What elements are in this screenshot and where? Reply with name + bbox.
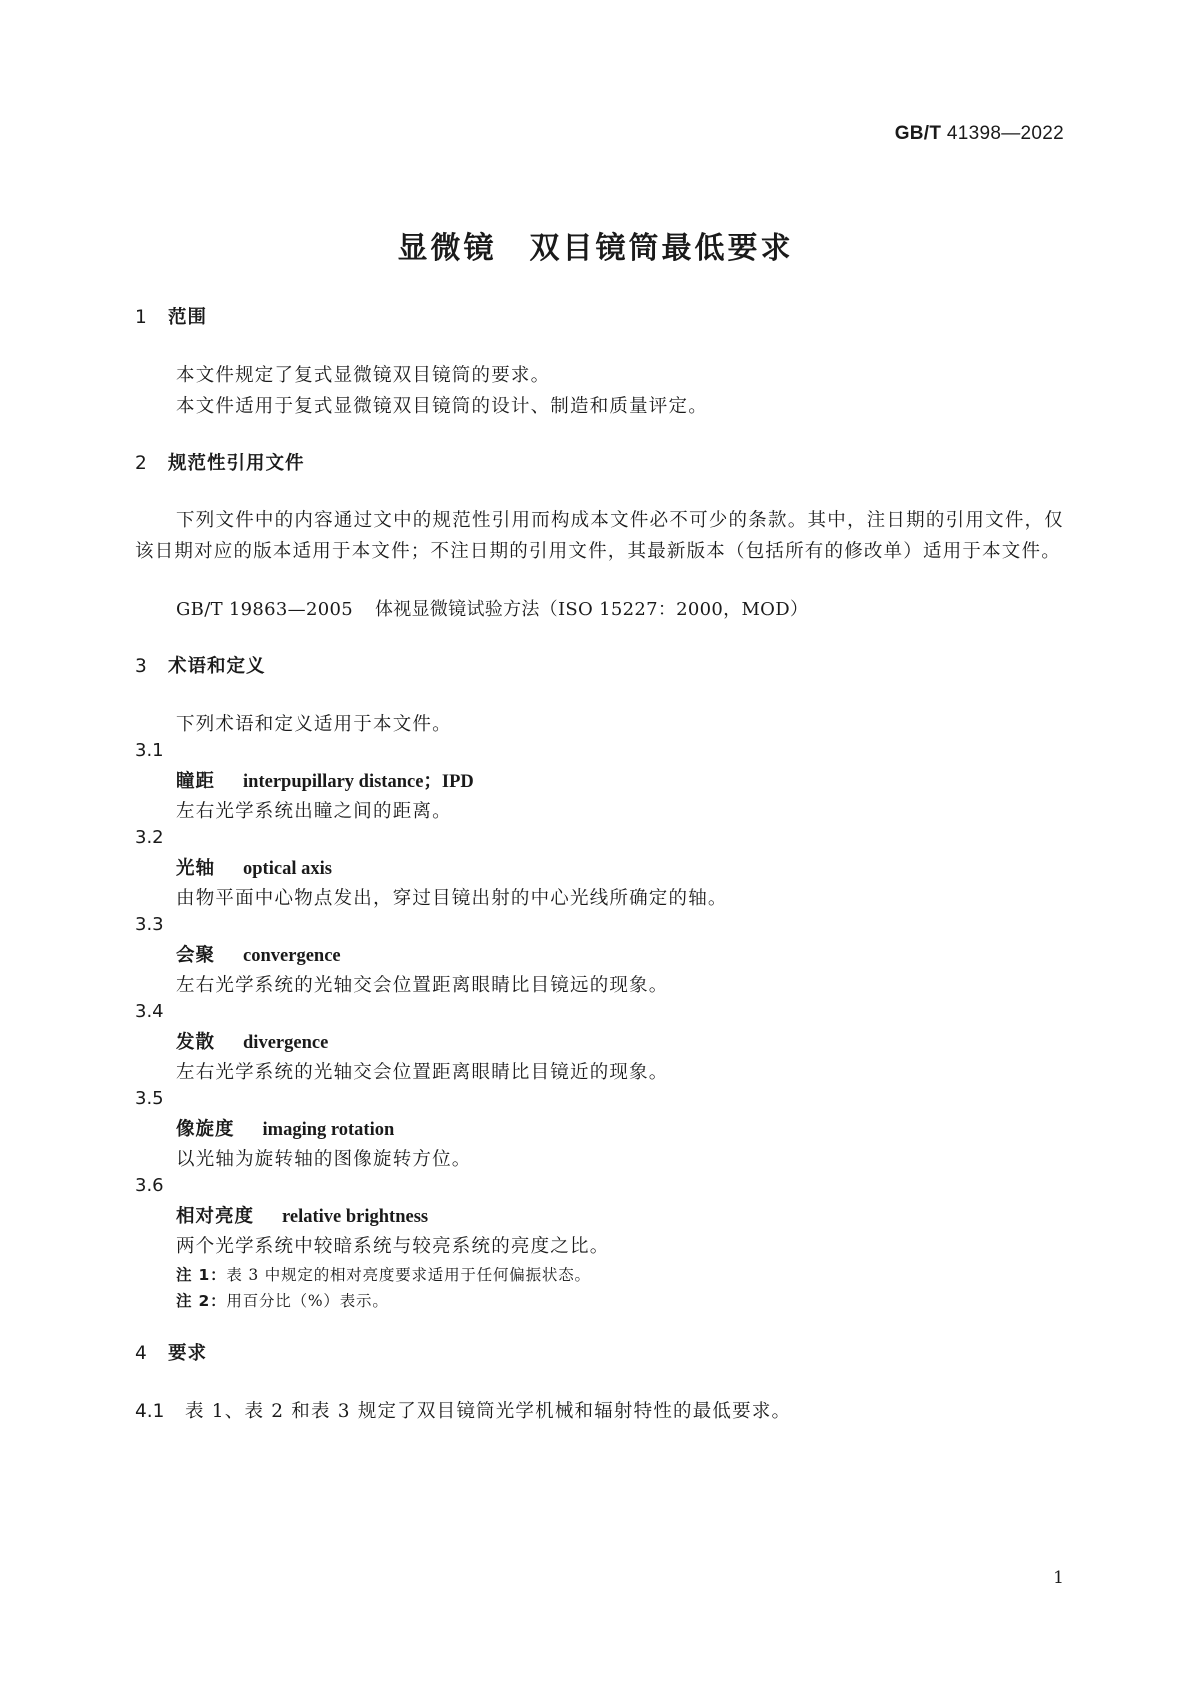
section-number: 1: [135, 307, 148, 328]
term-number: 3.2: [135, 827, 164, 848]
section-heading-normative-references: [135, 449, 305, 475]
term-zh: 像旋度: [176, 1119, 235, 1140]
term-en: relative brightness: [282, 1207, 429, 1227]
term-definition: 左右光学系统出瞳之间的距离。: [176, 801, 452, 822]
document-title: 显微镜 双目镜筒最低要求: [397, 231, 794, 266]
paragraph: 下列术语和定义适用于本文件。: [176, 714, 452, 735]
standard-code: [856, 123, 1064, 145]
term-heading: [176, 1202, 428, 1228]
section-number: 3: [135, 656, 148, 677]
term-heading: [176, 941, 341, 967]
term-heading: [176, 1028, 328, 1054]
note-text: 用百分比（%）表示。: [226, 1292, 389, 1310]
section-heading-terms: [135, 652, 266, 678]
term-definition: 左右光学系统的光轴交会位置距离眼睛比目镜远的现象。: [176, 975, 669, 996]
term-zh: 会聚: [176, 945, 216, 966]
reference-title: 体视显微镜试验方法（ISO 15227：2000，MOD）: [374, 599, 809, 620]
term-en: divergence: [243, 1033, 329, 1053]
note-label: 注 2：: [176, 1292, 227, 1310]
term-en: imaging rotation: [262, 1120, 395, 1140]
term-definition: 两个光学系统中较暗系统与较亮系统的亮度之比。: [176, 1236, 610, 1257]
term-definition: 由物平面中心物点发出，穿过目镜出射的中心光线所确定的轴。: [176, 888, 728, 909]
note-text: 表 3 中规定的相对亮度要求适用于任何偏振状态。: [226, 1266, 591, 1284]
term-definition: 以光轴为旋转轴的图像旋转方位。: [176, 1149, 472, 1170]
standard-prefix: GB/T: [894, 123, 942, 144]
section-title: 要求: [168, 1343, 208, 1364]
term-heading: [176, 1115, 394, 1141]
paragraph: 下列文件中的内容通过文中的规范性引用而构成本文件必不可少的条款。其中，注日期的引用文件，仅该日期对应的版本适用于本文件；不注日期的引用文件，其最新版本（包括所有的修改单）适用于本文件。: [135, 510, 1064, 562]
section-heading-requirements: [135, 1339, 207, 1365]
section-number: 2: [135, 453, 148, 474]
term-number: 3.1: [135, 740, 164, 761]
term-number: 3.5: [135, 1088, 164, 1109]
note: [176, 1289, 389, 1311]
term-zh: 发散: [176, 1032, 216, 1053]
paragraph: 本文件规定了复式显微镜双目镜筒的要求。: [176, 365, 551, 386]
clause-number: 4.1: [135, 1401, 165, 1422]
section-number: 4: [135, 1343, 148, 1364]
term-number: 3.3: [135, 914, 164, 935]
paragraph: 本文件适用于复式显微镜双目镜筒的设计、制造和质量评定。: [176, 396, 708, 417]
page-number: 1: [1053, 1568, 1064, 1588]
reference-code: GB/T 19863—2005: [176, 599, 353, 620]
section-title: 规范性引用文件: [168, 453, 305, 474]
term-en: convergence: [243, 946, 341, 966]
term-number: 3.6: [135, 1175, 164, 1196]
clause-text: 表 1、表 2 和表 3 规定了双目镜筒光学机械和辐射特性的最低要求。: [185, 1401, 792, 1422]
section-title: 范围: [168, 307, 208, 328]
term-en: optical axis: [243, 859, 332, 879]
clause: [135, 1397, 791, 1423]
term-zh: 相对亮度: [176, 1206, 255, 1227]
section-title: 术语和定义: [168, 656, 266, 677]
term-zh: 光轴: [176, 858, 216, 879]
term-zh: 瞳距: [176, 771, 216, 792]
term-definition: 左右光学系统的光轴交会位置距离眼睛比目镜近的现象。: [176, 1062, 669, 1083]
reference-entry: [176, 595, 808, 621]
term-heading: [176, 854, 332, 880]
term-heading: [176, 767, 474, 793]
standard-number: 41398—2022: [946, 123, 1064, 144]
note-label: 注 1：: [176, 1266, 227, 1284]
note: [176, 1263, 591, 1285]
section-heading-scope: [135, 303, 207, 329]
term-number: 3.4: [135, 1001, 164, 1022]
term-en: interpupillary distance；IPD: [243, 772, 474, 792]
